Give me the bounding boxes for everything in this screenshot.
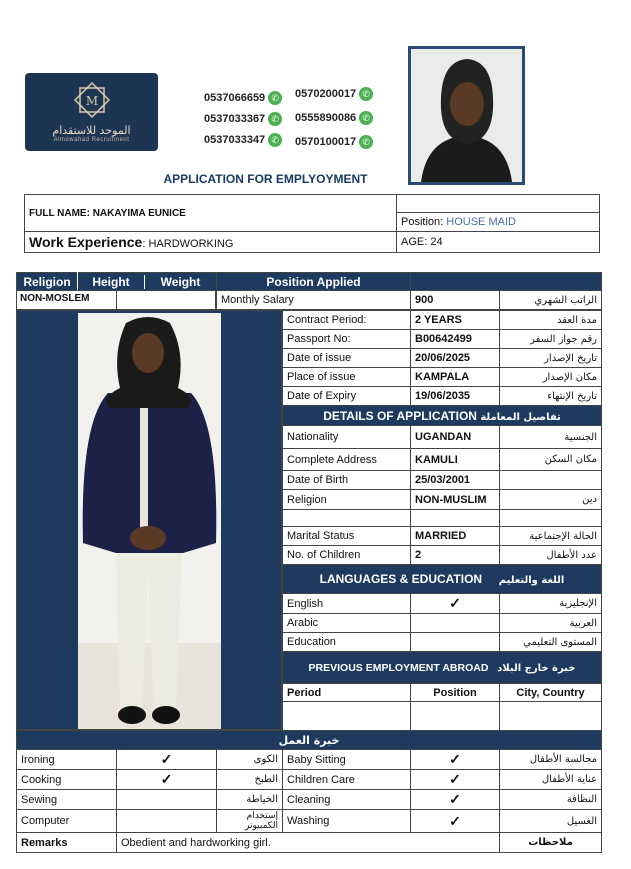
row-value: NON-MUSLIM (411, 490, 500, 510)
skill-label-ar: عناية الأطفال (500, 770, 602, 790)
whatsapp-icon: ✆ (359, 135, 373, 149)
row-label-ar: الجنسية (500, 426, 602, 449)
row-label-ar: مكان الإصدار (500, 368, 602, 387)
skill-label: Baby Sitting (283, 750, 411, 770)
remarks-value: Obedient and hardworking girl. (117, 833, 500, 853)
skill-label-ar: النظافة (500, 790, 602, 810)
period-cell (283, 702, 411, 731)
skill-label-ar: إستخدام الكمبيوتر (217, 810, 283, 833)
row-label-ar: مكان السكن (500, 449, 602, 471)
city-country-column-header: City, Country (500, 684, 602, 702)
check-icon: ✓ (117, 750, 217, 770)
position-applied-header: Position Applied (217, 273, 411, 291)
check-icon: ✓ (411, 770, 500, 790)
header-info-table (24, 194, 600, 253)
row-value: 19/06/2035 (411, 387, 500, 406)
religion-values-row (17, 291, 217, 310)
row-label: Complete Address (283, 449, 411, 471)
row-label: Nationality (283, 426, 411, 449)
row-label: No. of Children (283, 546, 411, 565)
row-value: 2 (411, 546, 500, 565)
empty-cell (283, 510, 411, 527)
phone-number: 0537033347 (204, 134, 266, 146)
height-header: Height (92, 274, 130, 289)
phone-list-right (295, 82, 373, 154)
work-experience-cell (25, 232, 397, 253)
check-icon: ✓ (411, 790, 500, 810)
whatsapp-icon: ✆ (268, 133, 282, 147)
period-column-header: Period (283, 684, 411, 702)
row-label: Religion (283, 490, 411, 510)
row-label: Marital Status (283, 527, 411, 546)
age: AGE: 24 (397, 232, 600, 253)
row-value: MARRIED (411, 527, 500, 546)
education-label-ar: المستوى التعليمي (500, 633, 602, 652)
check-icon: ✓ (411, 594, 500, 614)
language-label-ar: العربية (500, 614, 602, 633)
religion-header: Religion (17, 273, 78, 291)
languages-education-header: LANGUAGES & EDUCATION اللغة والتعليم (283, 565, 602, 594)
position-column-header: Position (411, 684, 500, 702)
full-name: FULL NAME: NAKAYIMA EUNICE (25, 195, 397, 232)
religion-value: NON-MOSLEM (17, 291, 117, 309)
skill-label: Cleaning (283, 790, 411, 810)
row-label: Date of issue (283, 349, 411, 368)
row-label: Contract Period: (283, 311, 411, 330)
height-weight-header (78, 273, 217, 291)
page-title: APPLICATION FOR EMPLYOYMENT (163, 172, 368, 186)
skills-table (16, 730, 602, 853)
row-label-ar: الراتب الشهري (500, 291, 602, 310)
city-cell (500, 702, 602, 731)
remarks-label: Remarks (17, 833, 117, 853)
remarks-label-ar: ملاحظات (500, 833, 602, 853)
row-label-ar: تاريخ الإنتهاء (500, 387, 602, 406)
whatsapp-icon: ✆ (359, 111, 373, 125)
row-label-ar: عدد الأطفال (500, 546, 602, 565)
skill-label: Ironing (17, 750, 117, 770)
check-cell (411, 614, 500, 633)
applicant-portrait-photo (408, 46, 525, 185)
row-label: Place of issue (283, 368, 411, 387)
language-label-ar: الإنجليزية (500, 594, 602, 614)
whatsapp-icon: ✆ (268, 112, 282, 126)
full-body-photo-icon (78, 313, 221, 729)
svg-text:M: M (85, 94, 98, 108)
row-label-ar: الحالة الإجتماعية (500, 527, 602, 546)
phone-number: 0570200017 (295, 88, 357, 100)
skill-label-ar: الغسيل (500, 810, 602, 833)
previous-employment-header: PREVIOUS EMPLOYMENT ABROAD خبرة خارج البلاد (283, 652, 602, 684)
height-value (117, 291, 216, 309)
position-label: Position: (401, 216, 444, 228)
phone-list-left (204, 88, 282, 151)
skill-label: Sewing (17, 790, 117, 810)
check-cell (117, 810, 217, 833)
skill-label-ar: الكوى (217, 750, 283, 770)
phone-number: 0570100017 (295, 136, 357, 148)
check-icon: ✓ (117, 770, 217, 790)
work-experience-header: خبرة العمل (17, 731, 602, 750)
whatsapp-icon: ✆ (359, 87, 373, 101)
row-value: UGANDAN (411, 426, 500, 449)
row-label: Date of Expiry (283, 387, 411, 406)
language-label: English (283, 594, 411, 614)
row-value: B00642499 (411, 330, 500, 349)
logo-emblem-icon (72, 80, 112, 120)
position-value: HOUSE MAID (446, 216, 516, 228)
skill-label-ar: الخياطة (217, 790, 283, 810)
language-label: Arabic (283, 614, 411, 633)
education-label: Education (283, 633, 411, 652)
row-label-ar (500, 471, 602, 490)
row-value: 900 (411, 291, 500, 310)
row-label-ar: دين (500, 490, 602, 510)
row-value: 2 YEARS (411, 311, 500, 330)
skill-label-ar: مجالسة الأطفال (500, 750, 602, 770)
empty-cell (397, 195, 600, 213)
skill-label: Computer (17, 810, 117, 833)
whatsapp-icon: ✆ (268, 91, 282, 105)
row-value: 20/06/2025 (411, 349, 500, 368)
skill-label: Washing (283, 810, 411, 833)
check-cell (411, 633, 500, 652)
row-value: KAMULI (411, 449, 500, 471)
row-value: 25/03/2001 (411, 471, 500, 490)
row-label: Date of Birth (283, 471, 411, 490)
phone-number: 0537033367 (204, 113, 266, 125)
details-of-application-header: DETAILS OF APPLICATION تفاصيل المعاملة (283, 406, 602, 426)
main-details-table (16, 272, 602, 310)
details-table (282, 310, 602, 731)
row-label: Monthly Salary (217, 291, 411, 310)
position-cell (397, 213, 600, 232)
phone-number: 0555890086 (295, 112, 357, 124)
header-blank (411, 273, 602, 291)
work-experience-label: Work Experience (29, 234, 143, 250)
row-label-ar: مدة العقد (500, 311, 602, 330)
check-cell (117, 790, 217, 810)
row-value: KAMPALA (411, 368, 500, 387)
phone-number: 0537066659 (204, 92, 266, 104)
check-icon: ✓ (411, 750, 500, 770)
logo-arabic-text: الموحد للاستقدام (52, 124, 131, 137)
row-label-ar: تاريخ الإصدار (500, 349, 602, 368)
logo-english-text: Almowahad Recruitment (53, 137, 130, 143)
skill-label: Children Care (283, 770, 411, 790)
position-cell (411, 702, 500, 731)
weight-header: Weight (144, 275, 216, 289)
skill-label: Cooking (17, 770, 117, 790)
portrait-icon (411, 49, 522, 182)
full-body-photo-panel (16, 310, 282, 730)
company-logo (25, 73, 158, 151)
check-icon: ✓ (411, 810, 500, 833)
work-experience-value: : HARDWORKING (142, 238, 234, 250)
skill-label-ar: الطبخ (217, 770, 283, 790)
row-label: Passport No: (283, 330, 411, 349)
row-label-ar: رقم جواز السفر (500, 330, 602, 349)
